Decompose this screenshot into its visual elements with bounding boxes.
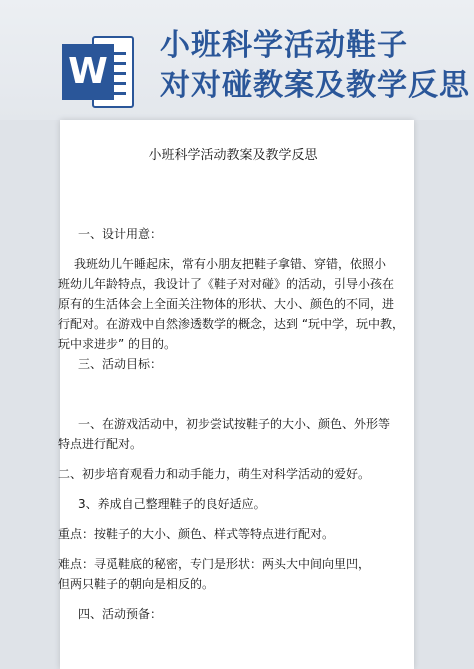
section4-heading: 四、活动预备：	[78, 607, 163, 621]
section1-paragraph	[58, 254, 408, 354]
section3-heading: 三、活动目标：	[78, 357, 163, 371]
word-badge: W	[62, 44, 114, 100]
key-point: 重点：按鞋子的大小、颜色、样式等特点进行配对。	[58, 527, 335, 541]
banner-title-line1: 小班科学活动鞋子	[160, 28, 408, 63]
banner	[0, 0, 474, 120]
section1-line: 原有的生活体会上全面关注物体的形状、大小、颜色的不同，进	[58, 297, 395, 311]
goal1-line: 一、在游戏活动中，初步尝试按鞋子的大小、颜色、外形等	[78, 417, 391, 431]
word-document-icon	[62, 36, 134, 108]
document-title: 小班科学活动教案及教学反思	[148, 148, 318, 163]
difficulty-line: 但两只鞋子的朝向是相反的。	[58, 577, 215, 591]
goal3: 3、养成自己整理鞋子的良好适应。	[78, 497, 266, 511]
section1-line: 玩中求进步” 的目的。	[58, 337, 177, 351]
goal1-paragraph	[58, 414, 408, 454]
section1-heading: 一、设计用意：	[78, 227, 163, 241]
difficulty-line: 难点：寻觅鞋底的秘密，专门是形状：两头大中间向里凹，	[58, 557, 371, 571]
section1-line: 班幼儿年龄特点，我设计了《鞋子对对碰》的活动，引导小孩在	[58, 277, 395, 291]
section1-line: 行配对。在游戏中自然渗透数学的概念，达到 “玩中学，玩中教，	[58, 317, 405, 331]
goal2: 二、初步培育观看力和动手能力，萌生对科学活动的爱好。	[58, 467, 371, 481]
goal1-line: 特点进行配对。	[58, 437, 143, 451]
difficulty-paragraph	[58, 554, 408, 594]
section1-line: 我班幼儿午睡起床，常有小朋友把鞋子拿错、穿错，依照小	[74, 257, 387, 271]
banner-title-line2: 对对碰教案及教学反思	[160, 68, 470, 103]
banner-title	[160, 26, 470, 106]
